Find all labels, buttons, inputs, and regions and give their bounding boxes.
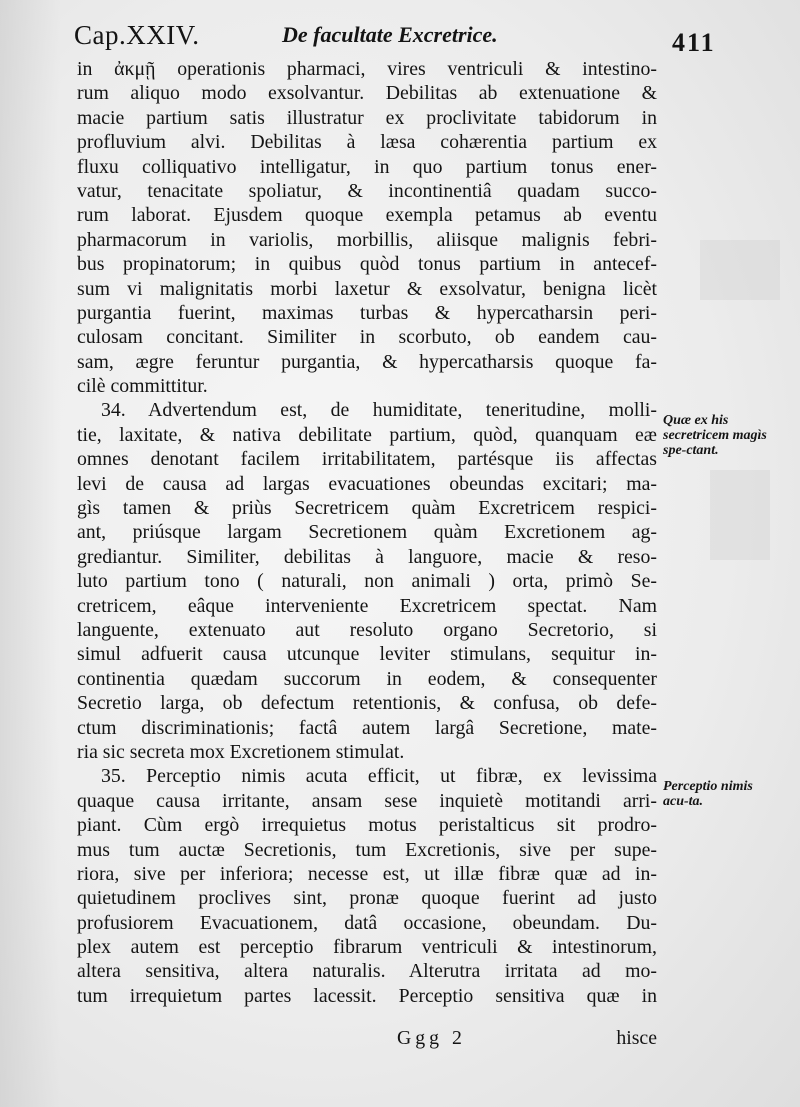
text-line: 35. Perceptio nimis acuta efficit, ut fibræ, ex levissima <box>101 765 657 788</box>
text-line: altera sensitiva, altera naturalis. Alterutra irritata ad mo- <box>77 960 657 983</box>
running-title: De facultate Excretrice. <box>282 22 498 47</box>
text-line: riora, sive per inferiora; necesse est, ut illæ fibræ quæ ad in- <box>77 862 657 885</box>
text-line: cilè committitur. <box>77 375 208 398</box>
chapter-label: Cap.XXIV. <box>74 20 200 50</box>
text-line: pharmacorum in variolis, morbillis, aliisque malignis febri- <box>77 228 657 251</box>
text-line: ria sic secreta mox Excretionem stimulat. <box>77 740 405 763</box>
signature-mark: Ggg 2 <box>397 1027 466 1049</box>
text-line: languente, extenuato aut resoluto organo Secretorio, si <box>77 618 657 641</box>
bleed-through-stain <box>710 470 770 560</box>
text-line: luto partium tono ( naturali, non animali ) orta, primò Se- <box>77 570 657 593</box>
text-line: bus propinatorum; in quibus quòd tonus partium in antecef- <box>77 253 657 276</box>
text-line: omnes denotant facilem irritabilitatem, partésque iis affectas <box>77 448 657 471</box>
text-line: tum irrequietum partes lacessit. Perceptio sensitiva quæ in <box>77 984 657 1007</box>
text-line: simul adfuerit causa utcunque leviter stimulans, sequitur in- <box>77 643 657 666</box>
text-line: ctum discriminationis; factâ autem largâ Secretione, mate- <box>77 716 657 739</box>
text-line: continentia quædam succorum in eodem, & consequenter <box>77 667 657 690</box>
text-line: quietudinem proclives sint, pronæ quoque fuerint ad justo <box>77 887 657 910</box>
text-line: levi de causa ad largas evacuationes obeundas excitari; ma- <box>77 472 657 495</box>
text-line: in ἀκμῇ operationis pharmaci, vires ventriculi & intestino- <box>77 58 657 80</box>
text-line: vatur, tenacitate spoliatur, & incontinentiâ quadam succo- <box>77 179 657 202</box>
page-gutter-shadow <box>0 0 60 1107</box>
text-line: grediantur. Similiter, debilitas à languore, macie & reso- <box>77 545 657 568</box>
margin-note: Perceptio nimis acu-ta. <box>663 779 753 809</box>
page-footer <box>77 1027 657 1057</box>
text-line: rum aliquo modo exsolvantur. Debilitas ab extenuatione & <box>77 82 657 105</box>
text-line: profluvium alvi. Debilitas à læsa cohærentia partium ex <box>77 131 657 154</box>
text-line: quaque causa irritante, ansam sese inquietè motitandi arri- <box>77 789 657 812</box>
text-line: cretricem, eâque interveniente Excretricem spectat. Nam <box>77 594 657 617</box>
text-line: Secretio larga, ob defectum retentionis, & confusa, ob defe- <box>77 692 657 715</box>
body-text <box>77 57 657 1008</box>
text-line: piant. Cùm ergò irrequietus motus peristalticus sit prodro- <box>77 814 657 837</box>
text-line: tie, laxitate, & nativa debilitate partium, quòd, quanquam eæ <box>77 423 657 446</box>
margin-note: Quæ ex his secretricem magìs spe-ctant. <box>663 413 767 458</box>
text-line: sum vi malignitatis morbi laxetur & exsolvatur, benigna licèt <box>77 277 657 300</box>
text-line: gìs tamen & priùs Secretricem quàm Excretricem respici- <box>77 497 657 520</box>
text-line: profusiorem Evacuationem, datâ occasione, obeundam. Du- <box>77 911 657 934</box>
bleed-through-stain <box>700 240 780 300</box>
page-number: 411 <box>672 28 716 57</box>
text-line: fluxu colliquativo intelligatur, in quo partium tonus ener- <box>77 155 657 178</box>
text-line: 34. Advertendum est, de humiditate, teneritudine, molli- <box>101 399 657 422</box>
text-line: sam, ægre feruntur purgantia, & hypercatharsis quoque fa- <box>77 350 657 373</box>
running-header <box>72 14 722 57</box>
text-line: purgantia fuerint, maximas turbas & hypercatharsin peri- <box>77 301 657 324</box>
text-line: culosam concitant. Similiter in scorbuto, ob eandem cau- <box>77 326 657 349</box>
catchword: hisce <box>616 1027 657 1049</box>
text-line: macie partium satis illustratur ex proclivitate tabidorum in <box>77 106 657 129</box>
text-line: plex autem est perceptio fibrarum ventriculi & intestinorum, <box>77 936 657 959</box>
text-line: rum laborat. Ejusdem quoque exempla petamus ab eventu <box>77 204 657 227</box>
text-line: ant, priúsque largam Secretionem quàm Excretionem ag- <box>77 521 657 544</box>
text-line: mus tum auctæ Secretionis, tum Excretionis, sive per supe- <box>77 838 657 861</box>
